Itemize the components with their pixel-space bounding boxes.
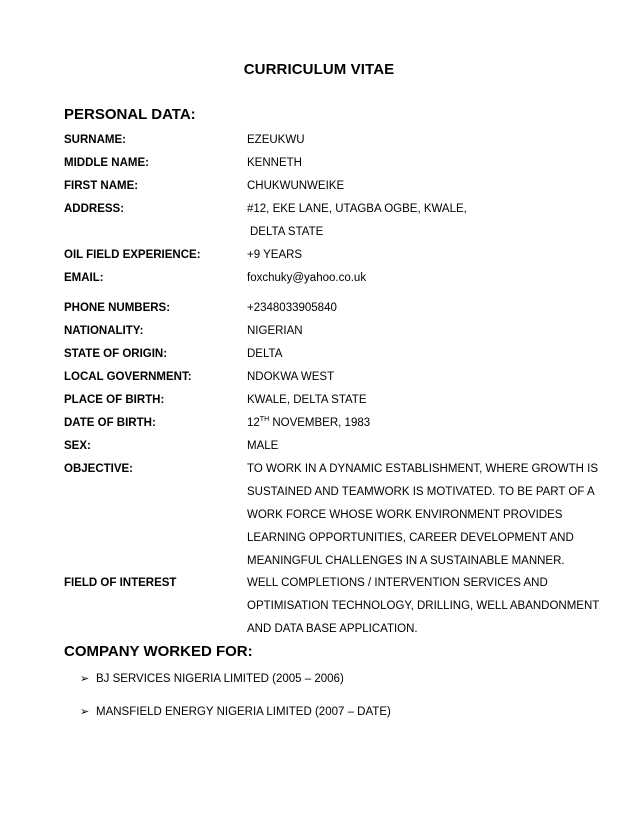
email-value: foxchuky@yahoo.co.uk — [247, 272, 367, 284]
place-of-birth-value: KWALE, DELTA STATE — [247, 394, 367, 406]
company-name: MANSFIELD ENERGY NIGERIA LIMITED (2007 – DATE) — [96, 706, 391, 718]
nationality-value: NIGERIAN — [247, 325, 303, 337]
objective-line: LEARNING OPPORTUNITIES, CAREER DEVELOPMENT AND — [247, 532, 574, 544]
list-item — [80, 703, 391, 721]
field-of-interest-row — [64, 574, 604, 592]
objective-label: OBJECTIVE: — [64, 463, 134, 475]
phone-numbers-row — [64, 299, 604, 317]
field-of-interest-line: AND DATA BASE APPLICATION. — [247, 623, 418, 635]
objective-row — [64, 460, 604, 478]
nationality-row — [64, 322, 604, 340]
middle-name-label: MIDDLE NAME: — [64, 157, 149, 169]
address-value-line2: DELTA STATE — [250, 226, 324, 238]
surname-row — [64, 131, 604, 149]
state-of-origin-label: STATE OF ORIGIN: — [64, 348, 168, 360]
place-of-birth-label: PLACE OF BIRTH: — [64, 394, 165, 406]
company-name: BJ SERVICES NIGERIA LIMITED (2005 – 2006) — [96, 673, 344, 685]
state-of-origin-value: DELTA — [247, 348, 283, 360]
oil-field-experience-row — [64, 246, 604, 264]
objective-row-3 — [64, 506, 604, 524]
sex-value: MALE — [247, 440, 279, 452]
company-heading: COMPANY WORKED FOR: — [64, 643, 253, 660]
middle-name-row — [64, 154, 604, 172]
date-of-birth-label: DATE OF BIRTH: — [64, 417, 156, 429]
oil-field-experience-label: OIL FIELD EXPERIENCE: — [64, 249, 201, 261]
middle-name-value: KENNETH — [247, 157, 302, 169]
objective-line: MEANINGFUL CHALLENGES IN A SUSTAINABLE MANNER. — [247, 555, 565, 567]
first-name-row — [64, 177, 604, 195]
objective-line: TO WORK IN A DYNAMIC ESTABLISHMENT, WHERE GROWTH IS — [247, 463, 598, 475]
objective-row-5 — [64, 552, 604, 570]
phone-numbers-label: PHONE NUMBERS: — [64, 302, 171, 314]
objective-row-2 — [64, 483, 604, 501]
objective-row-4 — [64, 529, 604, 547]
address-row — [64, 200, 604, 218]
objective-line: SUSTAINED AND TEAMWORK IS MOTIVATED. TO BE PART OF A — [247, 486, 595, 498]
state-of-origin-row — [64, 345, 604, 363]
field-of-interest-row-3 — [64, 620, 604, 638]
date-of-birth-day-suffix: TH — [259, 416, 270, 423]
date-of-birth-day: 12 — [247, 417, 260, 429]
address-label: ADDRESS: — [64, 203, 125, 215]
personal-data-heading: PERSONAL DATA: — [64, 106, 196, 123]
date-of-birth-value — [247, 414, 370, 432]
surname-label: SURNAME: — [64, 134, 126, 146]
surname-value: EZEUKWU — [247, 134, 305, 146]
date-of-birth-rest: NOVEMBER, 1983 — [269, 417, 371, 429]
sex-row — [64, 437, 604, 455]
date-of-birth-row — [64, 414, 604, 432]
nationality-label: NATIONALITY: — [64, 325, 144, 337]
sex-label: SEX: — [64, 440, 91, 452]
local-government-value: NDOKWA WEST — [247, 371, 335, 383]
arrow-bullet-icon: ➢ — [80, 673, 90, 685]
field-of-interest-line: WELL COMPLETIONS / INTERVENTION SERVICES AND — [247, 577, 548, 589]
email-row — [64, 269, 604, 287]
email-label: EMAIL: — [64, 272, 104, 284]
arrow-bullet-icon: ➢ — [80, 706, 90, 718]
first-name-label: FIRST NAME: — [64, 180, 139, 192]
page-title: CURRICULUM VITAE — [243, 61, 395, 78]
place-of-birth-row — [64, 391, 604, 409]
field-of-interest-row-2 — [64, 597, 604, 615]
local-government-label: LOCAL GOVERNMENT: — [64, 371, 192, 383]
phone-numbers-value: +2348033905840 — [247, 302, 337, 314]
field-of-interest-line: OPTIMISATION TECHNOLOGY, DRILLING, WELL ABANDONMENT — [247, 600, 600, 612]
address-value-line1: #12, EKE LANE, UTAGBA OGBE, KWALE, — [247, 203, 467, 215]
objective-line: WORK FORCE WHOSE WORK ENVIRONMENT PROVIDES — [247, 509, 563, 521]
field-of-interest-label: FIELD OF INTEREST — [64, 577, 177, 589]
address-row-2 — [64, 223, 604, 241]
list-item — [80, 670, 344, 688]
local-government-row — [64, 368, 604, 386]
oil-field-experience-value: +9 YEARS — [247, 249, 303, 261]
first-name-value: CHUKWUNWEIKE — [247, 180, 345, 192]
